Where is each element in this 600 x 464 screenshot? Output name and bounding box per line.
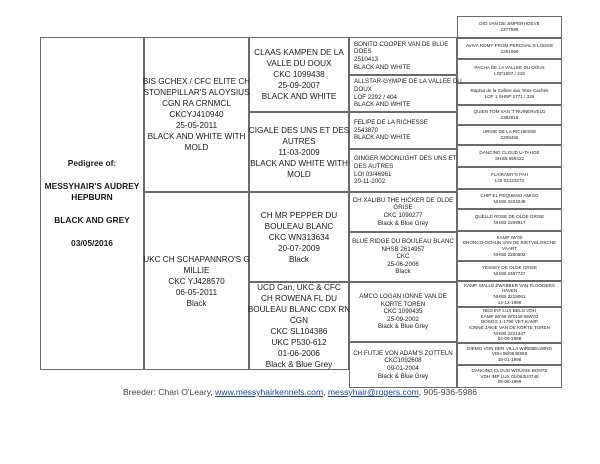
gp-line: CKC WN313634 xyxy=(268,232,330,242)
gp-line: BOULEAU BLANC CDX RN xyxy=(247,305,351,314)
ggp-cell xyxy=(349,192,457,232)
gggp-line: YESSEY DE OLDE GRISE xyxy=(481,265,538,271)
gggp-line: VDH IMP LUX 01/063U0748 xyxy=(480,373,539,379)
ggp-line: GRISE xyxy=(393,204,413,212)
footer-separator: , xyxy=(323,387,326,397)
gggp-line: URGIE DE LA RICHESSE xyxy=(482,129,537,135)
gggp-line: Raphia de la Colline aux Yeux Cachés xyxy=(470,88,549,94)
gp-line: CKC SL104386 xyxy=(270,327,328,336)
ggp-line: 2510413 xyxy=(354,56,379,63)
gggp-line: HAVEN xyxy=(501,288,518,294)
dam-cell xyxy=(144,192,249,370)
dog-dob: 03/05/2016 xyxy=(71,238,113,248)
gggp-cell xyxy=(457,307,562,343)
pedigree-of-label: Pedigree of: xyxy=(67,158,117,168)
sire-cell xyxy=(144,37,249,192)
ggp-line: BLUE RIDGE DU BOULEAU BLANC xyxy=(352,238,454,246)
grandparent-cell xyxy=(249,112,349,192)
ggp-line: DES AUTRES xyxy=(354,162,394,170)
gggp-line: DANCING CLOUD WOUGIE BONTE xyxy=(471,368,548,374)
gggp-line: FLAIRAMY'S FAH xyxy=(490,172,529,178)
gp-line: CKC 1099438 xyxy=(273,70,325,79)
gggp-cell xyxy=(457,16,562,38)
ggp-line: BLACK AND WHITE xyxy=(354,101,411,109)
dam-line: UKC CH SCHAPANNRO'S G xyxy=(143,254,250,264)
ggp-line: CKC xyxy=(396,253,410,261)
gggp-line: QUIEN TOM VAN 'T RUINERVELD xyxy=(473,109,546,115)
ggp-line: Black xyxy=(395,268,411,276)
gp-line: Black xyxy=(288,254,310,264)
phone-number: , 905-936-5986 xyxy=(418,387,478,397)
gp-line: CH MR PEPPER DU xyxy=(260,210,338,220)
ggp-line: FELIPE DE LA RICHESSE xyxy=(354,119,428,127)
grandparent-cell xyxy=(249,37,349,112)
gp-line: CLAAS KAMPEN DE LA xyxy=(254,48,344,57)
gggp-cell xyxy=(457,365,562,388)
gggp-line: QUELLE ROSE DE OLDE GRISE xyxy=(474,214,545,220)
gggp-line: KAMP IW'00 xyxy=(496,234,523,240)
gggp-line: NHSB 2221347 xyxy=(493,330,526,336)
gggp-line: VAART xyxy=(502,246,517,251)
gp-line: MOLD xyxy=(287,169,311,179)
ggp-line: LOF 2292 / 404 xyxy=(354,93,397,101)
dog-color: BLACK AND GREY xyxy=(54,215,130,225)
gggp-line: CHIP EL PEQUENO AMIGO xyxy=(480,193,539,199)
ggp-line: 20-11-2002 xyxy=(354,178,386,186)
ggp-cell xyxy=(349,37,457,75)
ggp-line: CKC1092608 xyxy=(384,357,422,365)
ggp-line: Black & Blue Grey xyxy=(377,219,429,227)
ggp-line: 09-01-2004 xyxy=(387,365,419,372)
dog-name-line2: HEPBURN xyxy=(71,192,113,202)
subject-cell xyxy=(40,37,144,370)
dam-line: CKC YJ428570 xyxy=(168,276,225,286)
gp-line: CH ROWENA FL DU xyxy=(260,294,338,303)
gggp-line: SHSB 559422 xyxy=(494,156,525,161)
gggp-cell xyxy=(457,38,562,59)
ggp-line: CKC 1090277 xyxy=(383,212,423,219)
gp-line: BLACK AND WHITE xyxy=(261,92,337,101)
gggp-line: LOF1587 / 218 xyxy=(494,71,525,76)
ggp-line: 25-09-2002 xyxy=(387,315,419,323)
ggp-line: BONITO COOPER VAN DE BLUE xyxy=(354,40,449,48)
ggp-cell xyxy=(349,112,457,149)
breeder-footer xyxy=(0,387,600,397)
dam-line: 06-05-2011 xyxy=(175,287,218,297)
dam-line: MILLIE xyxy=(183,265,210,275)
gp-line: BOULEAU BLANC xyxy=(264,221,334,231)
gp-line: 20-07-2009 xyxy=(278,243,320,253)
gggp-line: BOSGG 1-1790 VET KAMP xyxy=(481,319,538,325)
gggp-line: KAMP. MALLE ZWABBER VAN FLOODERS xyxy=(464,282,555,288)
sire-line: STONEPILLAR'S ALOYSIUS xyxy=(143,88,250,97)
ggp-cell xyxy=(349,342,457,388)
gggp-line: 2261066 xyxy=(500,48,519,54)
gggp-line: 04-09-1998 xyxy=(497,336,522,342)
sire-line: 25-05-2011 xyxy=(175,121,218,130)
sire-line: BIS GCHEX / CFC ELITE CH xyxy=(142,77,251,86)
gp-line: CGN xyxy=(289,316,309,325)
gggp-line: 2377589 xyxy=(500,27,519,32)
gggp-cell xyxy=(457,343,562,365)
gggp-line: BRONCO OCHUN VAN DE RIETVELOSCHE xyxy=(462,240,557,246)
gp-line: AUTRES xyxy=(282,136,316,146)
gp-line: UCD Can, UKC & CFC xyxy=(257,283,341,292)
gggp-cell xyxy=(457,125,562,145)
gggp-line: VDH 98/0636859 xyxy=(491,351,528,357)
email-link[interactable]: messyhair@rogers.com xyxy=(327,387,419,397)
gp-line: 11-03-2009 xyxy=(278,147,320,157)
gp-line: Black & Blue Grey xyxy=(265,360,333,369)
gggp-cell xyxy=(457,83,562,105)
gp-line: 25-09-2007 xyxy=(278,81,320,90)
sire-line: MOLD xyxy=(184,143,209,152)
ggp-line: ALLSTAR-GYMPIE DE LA VALLEE DU xyxy=(354,78,462,86)
gggp-line: 18-01-1998 xyxy=(497,356,522,362)
dam-line: Black xyxy=(186,298,207,308)
ggp-line: KORTE TOREN xyxy=(380,300,426,308)
gggp-line: NHSB 2219061 xyxy=(493,294,526,299)
grandparent-cell xyxy=(249,192,349,282)
ggp-line: BLACK AND WHITE xyxy=(354,63,411,71)
ggp-cell xyxy=(349,282,457,342)
gggp-line: AVIVA ROMY FROM PERCIVAL'S LODGE xyxy=(465,42,554,48)
gggp-line: NED INT LUX BELG VDH xyxy=(482,308,536,314)
sire-line: CKCYJ410940 xyxy=(169,110,224,119)
gggp-line: NHSB 2224249 xyxy=(493,199,526,204)
ggp-cell xyxy=(349,232,457,282)
gp-line: VALLE DU DOUX xyxy=(266,59,332,68)
gggp-line: NHSB 2260602 xyxy=(493,251,526,257)
gggp-cell xyxy=(457,281,562,307)
website-link[interactable]: www.messyhairkennels.com xyxy=(215,387,324,397)
ggp-line: 2543870 xyxy=(354,126,379,134)
gggp-cell xyxy=(457,231,562,261)
gp-line: UKC P530-612 xyxy=(271,338,327,347)
gggp-cell xyxy=(457,105,562,125)
gggp-line: IONNE JAKIE VAN DE KORTE TOREN xyxy=(469,325,550,330)
gggp-cell xyxy=(457,261,562,281)
gggp-line: PACHA DE LA VALLEE DU DOUX xyxy=(474,65,545,71)
ggp-line: DOUX xyxy=(354,85,372,93)
gggp-line: DIO VAN DE JIMPERHOEVE xyxy=(479,21,540,27)
gggp-line: NHSB 2487727 xyxy=(493,271,526,276)
ggp-line: AMCO LOGAN IONNE VAN DE xyxy=(359,293,447,301)
ggp-line: 25-06-2006 xyxy=(387,260,419,268)
gp-line: BLACK AND WHITE WITH xyxy=(250,158,348,168)
gggp-line: 2206455 xyxy=(500,135,519,140)
ggp-line: NHSB 2614957 xyxy=(381,245,425,253)
ggp-cell xyxy=(349,75,462,112)
grandparent-cell xyxy=(249,282,349,370)
gggp-line: DIEMO VON DER VILLA WIREBELWIND xyxy=(467,345,552,351)
gggp-line: 14-12-1998 xyxy=(497,299,522,305)
sire-line: BLACK AND WHITE WITH xyxy=(147,132,246,141)
sire-line: CGN RA CRNMCL xyxy=(162,99,231,108)
gp-line: CIGALE DES UNS ET DES xyxy=(248,125,350,135)
ggp-line: LOI 03/46961 xyxy=(354,170,392,178)
ggp-line: CKC 1090435 xyxy=(383,308,423,316)
gggp-cell xyxy=(457,189,562,209)
ggp-line: Black & Blue Grey xyxy=(377,372,429,380)
ggp-line: DOES xyxy=(354,48,372,56)
gggp-line: KAMP IW'99 W'01W-WW'02 xyxy=(480,313,539,319)
gggp-cell xyxy=(457,167,562,189)
gp-line: 01-06-2006 xyxy=(278,349,320,358)
gggp-line: 2382918 xyxy=(500,115,519,120)
ggp-line: CH FUTJE VON ADAM'S ZOTTELN xyxy=(353,349,453,357)
ggp-line: GINGER MOONLIGHT DES UNS ET xyxy=(354,155,457,163)
gggp-cell xyxy=(457,209,562,231)
gggp-line: DANCING CLOUD U-TAHOE xyxy=(479,150,540,156)
gggp-line: 05-08-1999 xyxy=(497,379,522,385)
breeder-label: Breeder: Chari O'Leary, xyxy=(122,387,213,397)
ggp-line: Black & Blue Grey xyxy=(377,323,429,331)
ggp-line: CH XALIBU THE HICKER DE OLDE xyxy=(352,196,454,204)
gggp-line: LOF 1 SHNP 1771 / 326 xyxy=(484,94,535,99)
gggp-cell xyxy=(457,59,562,83)
gggp-line: LOI 02122273 xyxy=(494,178,525,183)
ggp-cell xyxy=(349,149,457,192)
gggp-cell xyxy=(457,145,562,167)
dog-name-line1: MESSYHAIR'S AUDREY xyxy=(44,181,140,191)
ggp-line: BLACK AND WHITE xyxy=(354,134,411,142)
gggp-line: NHSB 2208917 xyxy=(493,220,526,225)
